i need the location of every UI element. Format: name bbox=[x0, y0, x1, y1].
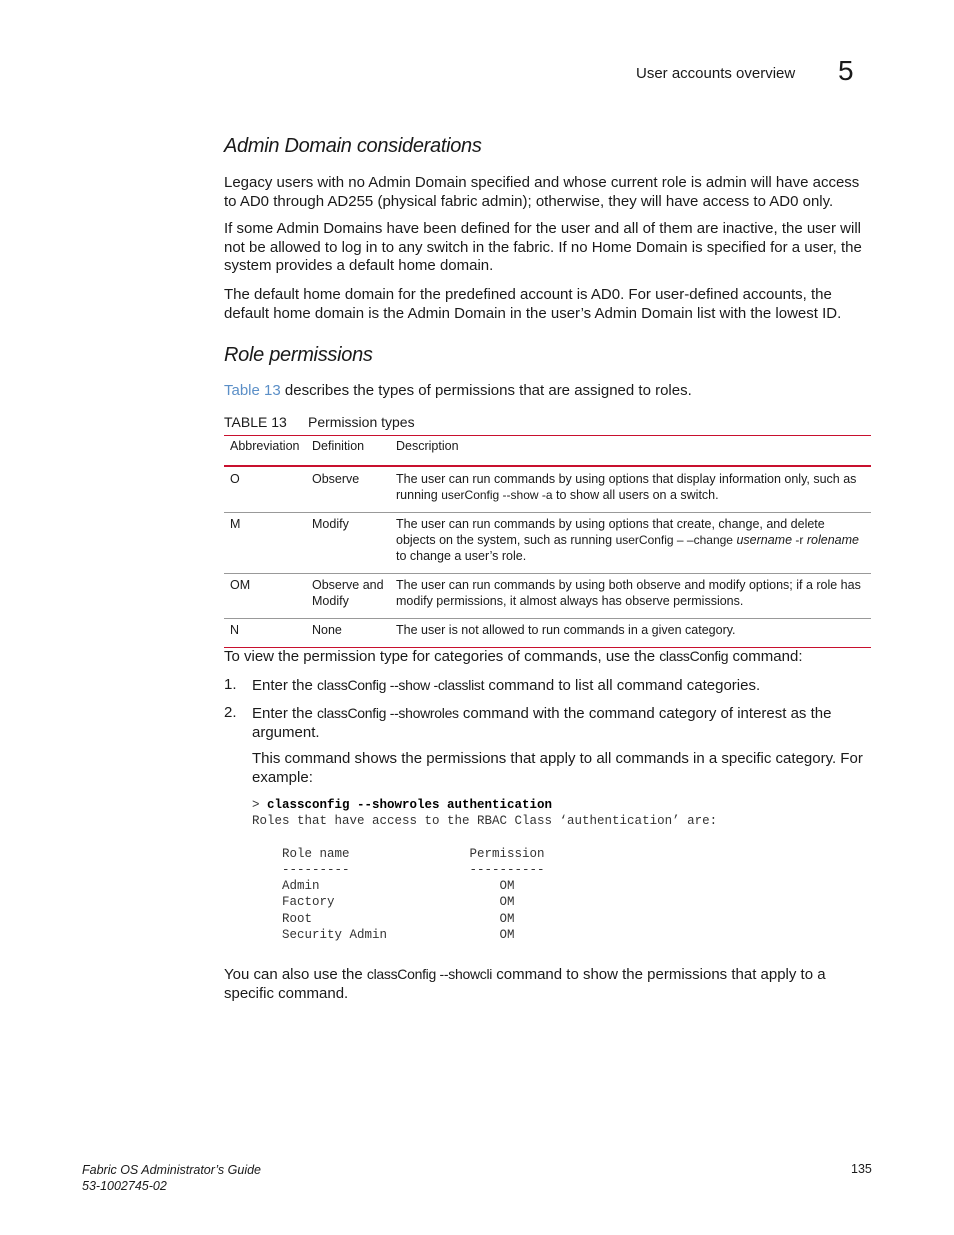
paragraph-role-intro bbox=[224, 382, 872, 401]
cell-abbreviation: OM bbox=[230, 578, 251, 592]
paragraph-admin-domain-3: The default home domain for the predefined account is AD0. For user-defined accounts, the default home domain is the Admin Domain in the user’s Admin Domain list with the lowest ID. bbox=[224, 286, 842, 322]
table-caption-title: Permission types bbox=[308, 414, 415, 430]
cell-description: The user can run commands by using options that display information only, such as running userConfig --show -a to show all users on a switch. bbox=[396, 472, 857, 502]
table-row bbox=[224, 574, 871, 619]
permission-types-table bbox=[224, 435, 871, 648]
section-heading-role-permissions: Role permissions bbox=[224, 344, 373, 366]
code-output: Roles that have access to the RBAC Class ‘authentication’ are: Role name Permission --------- ---------- Admin OM Factory OM Root OM Security Admin OM bbox=[252, 814, 718, 943]
intro-text: describes the types of permissions that are assigned to roles. bbox=[280, 382, 692, 399]
cell-definition: Observe and Modify bbox=[312, 578, 384, 608]
table-caption-label: TABLE 13 bbox=[224, 414, 287, 430]
step-number: 1. bbox=[224, 676, 237, 693]
step-text: Enter the classConfig --showroles command with the command category of interest as the argument. bbox=[252, 705, 832, 741]
inline-command: classConfig --showroles bbox=[317, 705, 459, 721]
code-command-line: > classconfig --showroles authentication bbox=[252, 798, 553, 812]
column-header-definition: Definition bbox=[312, 439, 365, 453]
cell-description: The user can run commands by using both observe and modify options; if a role has modify permissions, it almost always has observe permissions. bbox=[396, 578, 861, 608]
paragraph-closing: You can also use the classConfig --showcli command to show the permissions that apply to a specific command. bbox=[224, 966, 826, 1002]
step-number: 2. bbox=[224, 704, 237, 721]
cell-definition: Modify bbox=[312, 517, 349, 531]
footer-doc-info bbox=[82, 1162, 261, 1194]
chapter-number: 5 bbox=[838, 55, 854, 86]
section-heading-admin-domain: Admin Domain considerations bbox=[224, 135, 482, 157]
footer-doc-number: 53-1002745-02 bbox=[82, 1179, 167, 1193]
cell-description: The user can run commands by using options that create, change, and delete objects on the system, such as running userConfig – –change username -r rolename to change a user’s role. bbox=[396, 517, 859, 563]
table-row bbox=[224, 513, 871, 574]
footer-doc-title: Fabric OS Administrator’s Guide bbox=[82, 1163, 261, 1177]
cell-definition: None bbox=[312, 623, 342, 637]
step-2-detail: This command shows the permissions that apply to all commands in a specific category. For example: bbox=[252, 750, 863, 786]
page-number: 135 bbox=[851, 1162, 872, 1176]
column-header-description: Description bbox=[396, 439, 459, 453]
paragraph-admin-domain-2: If some Admin Domains have been defined for the user and all of them are inactive, the user will not be allowed to log in to any switch in the fabric. If no Home Domain is specified for a user, the system provides a default home domain. bbox=[224, 220, 862, 274]
cell-abbreviation: N bbox=[230, 623, 240, 637]
cell-definition: Observe bbox=[312, 472, 360, 486]
cell-description: The user is not allowed to run commands in a given category. bbox=[396, 623, 736, 637]
inline-command: classConfig bbox=[659, 648, 729, 664]
inline-command: userConfig --show -a bbox=[441, 488, 553, 502]
table-13-link[interactable]: Table 13 bbox=[224, 382, 281, 399]
inline-command: classConfig --show -classlist bbox=[317, 677, 485, 693]
inline-command: userConfig – –change bbox=[615, 533, 733, 547]
paragraph-admin-domain-1: Legacy users with no Admin Domain specified and whose current role is admin will have access to AD0 through AD255 (physical fabric admin); otherwise, they will have access to AD0 only. bbox=[224, 174, 860, 210]
column-header-abbreviation: Abbreviation bbox=[230, 439, 300, 453]
cell-abbreviation: M bbox=[230, 517, 241, 531]
step-text: Enter the classConfig --show -classlist command to list all command categories. bbox=[252, 677, 761, 694]
paragraph-view-permissions: To view the permission type for categories of commands, use the classConfig command: bbox=[224, 648, 803, 665]
cell-abbreviation: O bbox=[230, 472, 240, 486]
table-row bbox=[224, 466, 871, 513]
running-header-title: User accounts overview bbox=[636, 65, 796, 82]
table-row bbox=[224, 619, 871, 648]
table-header-row bbox=[224, 436, 871, 467]
inline-command: classConfig --showcli bbox=[366, 966, 493, 982]
